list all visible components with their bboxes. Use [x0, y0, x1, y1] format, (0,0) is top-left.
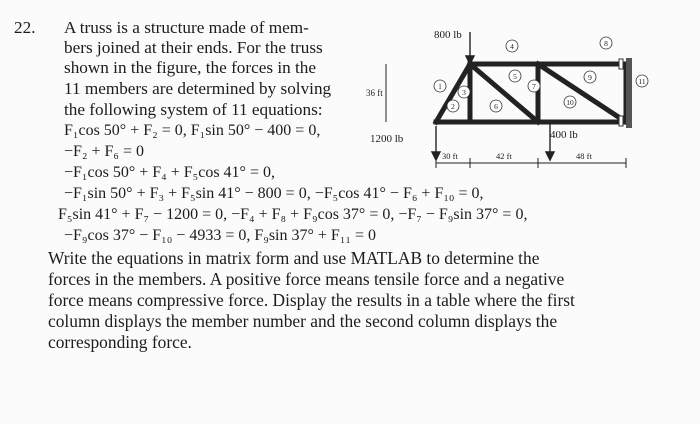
member-label-7: 7 [532, 82, 536, 91]
truss-member-diagonal-a [470, 64, 538, 122]
pin-bottom [619, 116, 623, 126]
member-label-11: 11 [638, 77, 646, 86]
instruction-line-1: Write the equations in matrix form and use MATLAB to determine the [48, 248, 540, 268]
equation-line-6: −F₉cos 37° − F₁₀ − 4933 = 0, F₉sin 37° + F₁₁ = 0 [64, 227, 376, 244]
equation-line-2: −F₂ + F₆ = 0 [64, 143, 145, 160]
problem-number: 22. [14, 18, 36, 37]
truss-member-diagonal-b [538, 64, 626, 122]
equation-line-1: F₁cos 50° + F₂ = 0, F₁sin 50° − 400 = 0, [64, 122, 321, 139]
truss-figure [360, 14, 680, 174]
span-label-1: 30 ft [442, 151, 458, 161]
member-label-2: 2 [451, 102, 455, 111]
equation-line-4: −F₁sin 50° + F₃ + F₅sin 41° − 800 = 0, −F₅cos 41° − F₆ + F₁₀ = 0, [64, 185, 484, 202]
intro-line-4: 11 members are determined by solving [64, 79, 332, 98]
member-label-5: 5 [513, 72, 517, 81]
load-label-right: 400 lb [550, 129, 578, 141]
intro-line-3: shown in the figure, the forces in the [64, 58, 317, 77]
instruction-line-2: forces in the members. A positive force means tensile force and a negative [48, 269, 565, 289]
member-label-1: 1 [438, 82, 442, 91]
instruction-line-5: corresponding force. [48, 332, 192, 352]
member-label-4: 4 [510, 42, 514, 51]
load-label-left: 1200 lb [370, 133, 404, 145]
wall-support [626, 58, 632, 128]
instruction-line-4: column displays the member number and the second column displays the [48, 311, 558, 331]
instruction-line-3: force means compressive force. Display the results in a table where the first [48, 290, 575, 310]
member-label-3: 3 [462, 88, 466, 97]
span-label-3: 48 ft [576, 151, 592, 161]
height-label: 36 ft [366, 88, 383, 98]
intro-line-5: the following system of 11 equations: [64, 100, 323, 119]
equation-line-3: −F₁cos 50° + F₄ + F₅cos 41° = 0, [64, 164, 275, 181]
member-label-10: 10 [566, 98, 574, 107]
equation-line-5: F₅sin 41° + F₇ − 1200 = 0, −F₄ + F₈ + F₉cos 37° = 0, −F₇ − F₉sin 37° = 0, [58, 206, 528, 223]
load-arrowhead-right [546, 152, 554, 160]
member-label-8: 8 [604, 39, 608, 48]
member-label-9: 9 [588, 73, 592, 82]
load-label-top: 800 lb [434, 29, 462, 41]
span-label-2: 42 ft [496, 151, 512, 161]
pin-top [619, 59, 623, 69]
intro-line-1: A truss is a structure made of mem- [64, 18, 309, 37]
intro-line-2: bers joined at their ends. For the truss [64, 38, 323, 57]
member-label-6: 6 [494, 102, 498, 111]
